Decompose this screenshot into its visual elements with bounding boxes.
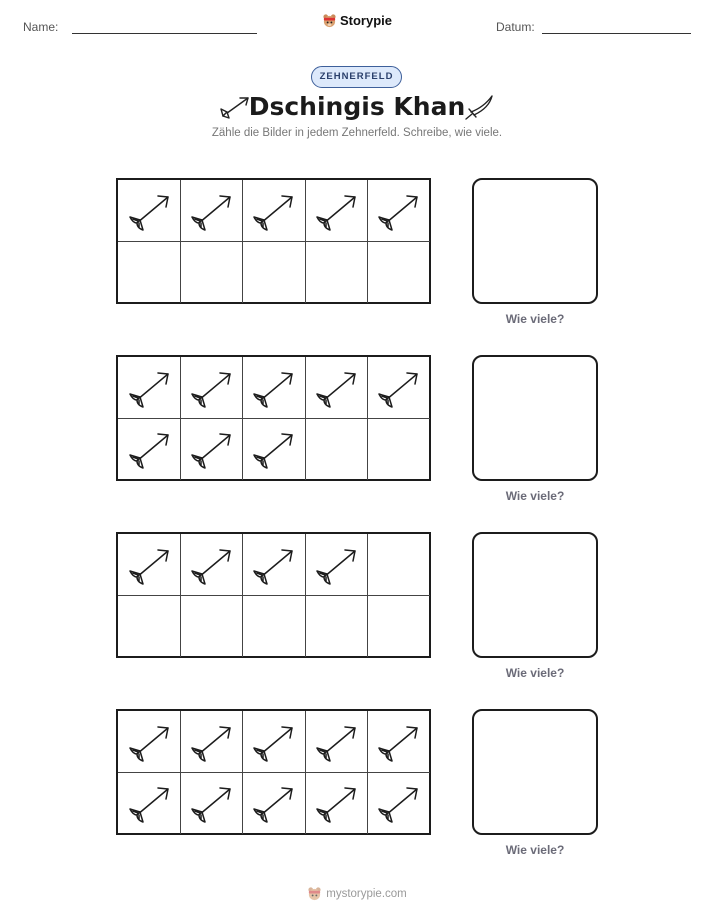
arrow-icon: [126, 187, 174, 235]
arrow-icon: [126, 541, 174, 589]
ten-frame-cell: [118, 180, 181, 242]
arrow-icon: [188, 541, 236, 589]
ten-frame-cell: [180, 595, 243, 657]
arrow-icon: [313, 364, 361, 412]
arrow-icon: [250, 187, 298, 235]
ten-frame-cell: [367, 534, 430, 596]
ten-frame-cell: [305, 180, 368, 242]
arrow-icon: [188, 187, 236, 235]
ten-frame-cell: [180, 180, 243, 242]
ten-frame-cell: [242, 357, 305, 419]
arrow-icon: [188, 779, 236, 827]
ten-frame-cell: [118, 711, 181, 773]
answer-box[interactable]: [472, 355, 598, 481]
arrow-icon: [250, 541, 298, 589]
ten-frame-cell: [118, 595, 181, 657]
ten-frame: [116, 178, 431, 304]
date-line[interactable]: [542, 33, 691, 34]
ten-frame-cell: [242, 595, 305, 657]
arrow-icon: [375, 779, 423, 827]
arrow-icon: [375, 718, 423, 766]
arrow-icon: [313, 718, 361, 766]
bear-mascot-icon: [322, 13, 337, 28]
arrow-icon: [313, 779, 361, 827]
arrow-icon: [188, 718, 236, 766]
ten-frame-cell: [367, 241, 430, 303]
ten-frame-cell: [180, 418, 243, 480]
footer: [0, 886, 714, 904]
ten-frame-cell: [367, 595, 430, 657]
ten-frame-cell: [180, 241, 243, 303]
ten-frame-cell: [118, 241, 181, 303]
worksheet-type-badge: ZEHNERFELD: [311, 66, 402, 88]
ten-frame-cell: [118, 772, 181, 834]
brand-logo: [0, 13, 714, 31]
ten-frame: [116, 355, 431, 481]
arrow-icon: [188, 425, 236, 473]
ten-frame-cell: [367, 772, 430, 834]
footer-url[interactable]: mystorypie.com: [326, 887, 407, 900]
ten-frame-cell: [242, 241, 305, 303]
ten-frame-cell: [242, 711, 305, 773]
brand-name: Storypie: [339, 13, 392, 28]
arrow-icon: [126, 779, 174, 827]
arrow-icon: [250, 425, 298, 473]
arrow-icon: [250, 779, 298, 827]
arrow-icon: [375, 187, 423, 235]
ten-frame-cell: [118, 534, 181, 596]
answer-box[interactable]: [472, 709, 598, 835]
ten-frame-cell: [367, 357, 430, 419]
answer-prompt: Wie viele?: [505, 666, 565, 680]
ten-frame-cell: [242, 418, 305, 480]
arrow-icon: [250, 718, 298, 766]
name-label: Name:: [23, 20, 59, 34]
ten-frame-cell: [118, 418, 181, 480]
arrow-icon: [250, 364, 298, 412]
sword-icon: [462, 93, 496, 121]
ten-frame-cell: [367, 418, 430, 480]
answer-prompt: Wie viele?: [505, 843, 565, 857]
arrow-icon: [313, 541, 361, 589]
instruction-text: Zähle die Bilder in jedem Zehnerfeld. Schreibe, wie viele.: [211, 127, 503, 139]
ten-frame-cell: [242, 534, 305, 596]
arrow-icon: [126, 718, 174, 766]
ten-frame-cell: [305, 241, 368, 303]
ten-frame-cell: [180, 711, 243, 773]
answer-prompt: Wie viele?: [505, 312, 565, 326]
arrow-icon: [188, 364, 236, 412]
page-title: Dschingis Khan: [248, 92, 466, 121]
ten-frame-cell: [118, 357, 181, 419]
answer-box[interactable]: [472, 178, 598, 304]
arrow-icon: [126, 364, 174, 412]
answer-prompt: Wie viele?: [505, 489, 565, 503]
ten-frame-cell: [305, 772, 368, 834]
ten-frame-cell: [305, 711, 368, 773]
ten-frame-cell: [367, 180, 430, 242]
ten-frame-cell: [242, 180, 305, 242]
name-line[interactable]: [72, 33, 257, 34]
ten-frame-cell: [242, 772, 305, 834]
ten-frame-cell: [180, 772, 243, 834]
ten-frame: [116, 532, 431, 658]
ten-frame-cell: [305, 595, 368, 657]
answer-box[interactable]: [472, 532, 598, 658]
ten-frame-cell: [305, 357, 368, 419]
date-label: Datum:: [496, 20, 535, 34]
arrow-icon: [313, 187, 361, 235]
ten-frame-cell: [305, 534, 368, 596]
ten-frame-cell: [305, 418, 368, 480]
ten-frame-cell: [180, 534, 243, 596]
bear-mascot-icon: [307, 886, 322, 901]
arrow-icon: [375, 364, 423, 412]
ten-frame: [116, 709, 431, 835]
arrow-icon: [126, 425, 174, 473]
ten-frame-cell: [367, 711, 430, 773]
ten-frame-cell: [180, 357, 243, 419]
